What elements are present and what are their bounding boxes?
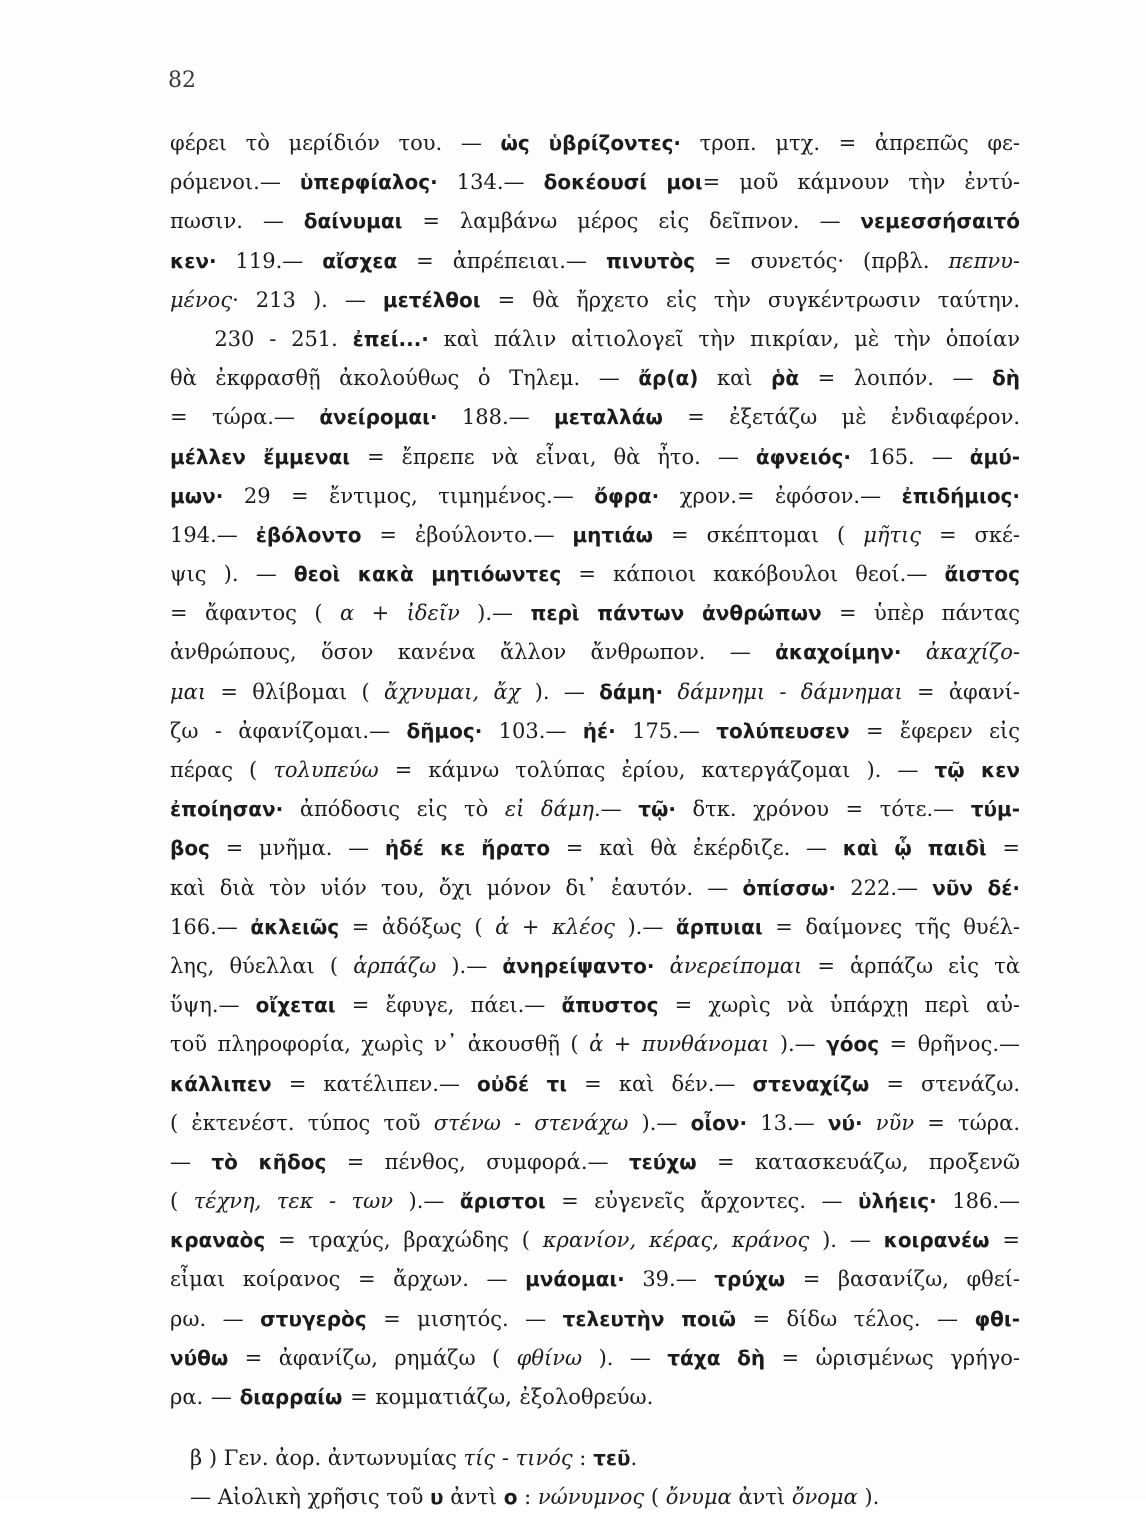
text-segment: = ὑπὲρ πάντας (821, 601, 1020, 626)
text-line (170, 1378, 1020, 1417)
headword: καὶ ᾧ παιδὶ (842, 836, 987, 861)
text-segment: ).— (769, 1032, 827, 1057)
text-segment: ἀπόδοσις εἰς τὸ (283, 797, 505, 822)
text-line (170, 751, 1020, 790)
text-segment: = θρῆνος.— (879, 1032, 1021, 1057)
text-segment: = ἀφανίζω, ρημάζω ( (228, 1345, 517, 1370)
text-segment: ).— (436, 953, 503, 978)
headword: ἅρπυιαι (675, 914, 763, 939)
text-line (170, 986, 1020, 1025)
headword: βος (170, 836, 210, 861)
headword: μνάομαι· (525, 1267, 625, 1292)
text-segment: = λαμβάνω μέρος εἰς δεῖπνον. — (402, 209, 861, 234)
text-segment: 119.— (216, 248, 323, 273)
text-segment: β ) Γεν. ἀορ. ἀντωνυμίας (170, 1446, 464, 1471)
text-segment: ἀντὶ (731, 1485, 792, 1510)
text-segment: 39.— (624, 1267, 715, 1292)
text-line (170, 320, 1020, 359)
headword: κραναὸς (170, 1228, 266, 1253)
text-segment: ( (644, 1485, 666, 1510)
text-segment: .— (593, 797, 639, 822)
italic-term: πεπνυ- (948, 248, 1021, 273)
text-segment: = λοιπόν. — (799, 366, 993, 391)
italic-term: τολυπεύω (273, 758, 379, 782)
text-segment: χρον.= ἐφόσον.— (659, 483, 902, 508)
text-segment: 194.— (170, 522, 256, 547)
italic-term: στένω - στενάχω (433, 1110, 629, 1135)
italic-term: μῆτις (863, 522, 922, 547)
italic-term: νῦν (875, 1110, 915, 1135)
text-segment: καὶ (698, 366, 772, 391)
text-line (170, 1182, 1020, 1221)
text-segment: = ἀπρέπειαι.— (397, 248, 606, 273)
text-line (170, 516, 1020, 555)
text-line (170, 712, 1020, 751)
headword: ἠέ· (582, 718, 616, 743)
text-segment: = καὶ δέν.— (567, 1071, 753, 1096)
text-segment: 230 - 251. (170, 326, 353, 351)
text-line (170, 1025, 1020, 1064)
text-segment: θὰ ἐκφρασθῇ ἀκολούθως ὁ Τηλεμ. — (170, 366, 639, 391)
text-segment (863, 1111, 876, 1135)
headword: μεταλλάω (554, 405, 663, 430)
headword: ῥὰ (771, 366, 800, 391)
text-segment: ). — (582, 1345, 668, 1370)
text-segment: 13.— (747, 1110, 828, 1135)
text-segment: = ἔπρεπε νὰ εἶναι, θὰ ἦτο. — (350, 444, 756, 469)
headword: μετέλθοι (382, 287, 481, 312)
text-segment: ). (857, 1485, 880, 1510)
text-line (170, 829, 1020, 868)
text-segment: = σκέπτομαι ( (653, 522, 864, 547)
text-segment: = σκέ- (921, 522, 1020, 547)
text-segment: . (630, 1446, 638, 1471)
text-segment: ).— (393, 1189, 460, 1214)
text-segment: εἶμαι κοίρανος = ἄρχων. — (170, 1267, 526, 1292)
text-segment: — (170, 1149, 212, 1174)
italic-term: ἀ + κλέος (495, 914, 615, 939)
text-segment: τοῦ πληροφορία, χωρὶς ν᾽ ἀκουσθῇ ( (170, 1032, 590, 1057)
text-line (170, 398, 1020, 437)
headword: ἠδέ κε ἤρατο (384, 836, 551, 861)
italic-term: ἀκαχίζο- (925, 640, 1021, 665)
text-line (170, 1260, 1020, 1299)
text-segment (655, 954, 670, 978)
headword: περὶ πάντων ἀνθρώπων (530, 601, 822, 626)
headword: διαρραίω (239, 1385, 343, 1409)
text-segment: ( (170, 1189, 194, 1214)
text-segment: = (986, 836, 1021, 861)
headword: τῷ κεν (934, 758, 1020, 782)
italic-term: φθίνω (516, 1345, 583, 1370)
text-line (170, 438, 1020, 477)
text-segment: τροπ. μτχ. = ἀπρεπῶς φε- (681, 131, 1021, 155)
headword: τάχα δὴ (667, 1345, 766, 1370)
text-segment: πέρας ( (170, 758, 274, 782)
text-line (170, 555, 1020, 594)
text-line (170, 1104, 1020, 1143)
text-segment: = θλίβομαι ( (206, 679, 385, 704)
text-segment: = κομματιάζω, ἐξολοθρεύω. (342, 1385, 654, 1409)
text-segment: = δίδω τέλος. — (735, 1306, 975, 1331)
headword: δοκέουσί μοι (543, 170, 703, 195)
text-segment: = ἔφερεν εἰς (849, 718, 1020, 743)
italic-term: τέχνη, τεκ - των (193, 1189, 394, 1214)
text-segment: = μοῦ κάμνουν τὴν ἐντύ- (702, 170, 1020, 195)
headword: νύθω (170, 1345, 229, 1370)
headword: τῷ· (638, 797, 676, 822)
text-segment: ρω. — (170, 1306, 261, 1331)
text-segment: = ὡρισμένως γρήγο- (765, 1345, 1020, 1370)
text-segment: = κάμνω τολύπας ἐρίου, κατεργάζομαι ). — (378, 758, 935, 782)
text-segment: = χωρὶς νὰ ὑπάρχῃ περὶ αὐ- (658, 993, 1020, 1018)
text-segment: 222.— (836, 875, 933, 900)
italic-term: ἀ + πυνθάνομαι (589, 1032, 770, 1057)
text-segment: = ἐβούλοντο.— (361, 522, 573, 547)
italic-term: ἄχνυμαι, ἄχ (384, 679, 521, 704)
text-line (170, 1065, 1020, 1104)
text-line (170, 477, 1020, 516)
text-segment: λης, θύελλαι ( (170, 953, 354, 978)
text-segment: ζω - ἀφανίζομαι.— (170, 718, 407, 743)
note-line (170, 1478, 1020, 1517)
text-segment (663, 680, 677, 704)
text-segment: = μνῆμα. — (209, 836, 385, 861)
text-segment: δτκ. χρόνου = τότε.— (675, 797, 971, 822)
italic-term: νώνυμνος (537, 1485, 645, 1510)
headword: ἐβόλοντο (255, 522, 362, 547)
headword: τεῦ (593, 1446, 631, 1471)
italic-term: εἰ δάμη (504, 797, 594, 822)
text-segment: = κατέλιπεν.— (271, 1071, 477, 1096)
italic-term: ὄνυμα (665, 1485, 732, 1510)
text-segment: = συνετός· (πρβλ. (695, 248, 949, 273)
headword: ἀκαχοίμην· (775, 640, 902, 665)
headword: οἴχεται (255, 993, 336, 1018)
italic-term: ἁρπάζω (353, 953, 437, 978)
note-line (170, 1439, 1020, 1478)
text-segment: = πένθος, συμφορά.— (326, 1149, 629, 1174)
headword: μων· (170, 483, 224, 508)
headword: θεοὶ κακὰ μητιόωντες (293, 562, 562, 587)
text-segment: = ἄφαντος ( (170, 601, 340, 626)
headword: ὑπερφίαλος· (299, 170, 438, 195)
italic-term: μαι (170, 679, 207, 704)
page-number: 82 (168, 68, 196, 93)
text-segment: = μισητός. — (366, 1306, 563, 1331)
text-segment: ψις ). — (170, 562, 294, 587)
headword: ἀνείρομαι· (319, 405, 438, 430)
text-segment: = τραχύς, βραχώδης ( (265, 1228, 543, 1253)
text-segment: ὕψη.— (170, 993, 256, 1018)
text-segment: = εὐγενεῖς ἄρχοντες. — (545, 1189, 858, 1214)
text-line (170, 1339, 1020, 1378)
text-segment: 29 = ἔντιμος, τιμημένος.— (223, 483, 595, 508)
text-segment: 165. — (850, 444, 970, 469)
headword: ἀφνειός· (755, 444, 851, 469)
headword: νεμεσσήσαιτό (860, 209, 1020, 234)
headword: ὡς ὑβρίζοντες· (500, 131, 682, 155)
headword: ἄπυστος (561, 993, 659, 1018)
headword: ἀκλειῶς (250, 914, 340, 939)
headword: μέλλεν ἔμμεναι (170, 444, 351, 469)
text-segment: — Αἰολικὴ χρῆσις τοῦ (170, 1485, 431, 1510)
text-line (170, 633, 1020, 672)
text-segment: ).— (614, 914, 676, 939)
text-line (170, 869, 1020, 908)
text-segment: : (572, 1446, 594, 1471)
headword: ἄριστοι (459, 1189, 546, 1214)
italic-term: τίς - τινός (463, 1446, 573, 1471)
text-line (170, 947, 1020, 986)
section-gap (170, 1417, 1020, 1439)
text-segment (901, 640, 925, 664)
headword: γόος (826, 1032, 880, 1057)
text-segment: = ἁρπάζω εἰς τὰ (802, 953, 1020, 978)
text-segment: καὶ διὰ τὸν υἱόν του, ὄχι μόνον δι᾽ ἑαυτόν. — (170, 875, 743, 900)
italic-term: δάμνημι - δάμνημαι (677, 679, 903, 704)
headword: ἀμύ- (969, 444, 1020, 469)
headword: δὴ (992, 366, 1020, 391)
text-segment: 103.— (482, 718, 583, 743)
text-line (170, 281, 1020, 320)
text-segment: 134.— (437, 170, 544, 195)
text-segment: φέρει τὸ μερίδιόν του. — (170, 131, 501, 155)
text-segment: = ἐξετάζω μὲ ἐνδιαφέρον. (662, 405, 1021, 430)
text-segment: ἀντὶ (443, 1485, 504, 1510)
headword: τρύχω (714, 1267, 786, 1292)
text-segment: = στενάζω. (869, 1071, 1020, 1096)
headword: δάμη· (599, 679, 664, 704)
headword: υ (430, 1485, 444, 1510)
text-segment: 166.— (170, 914, 251, 939)
headword: νῦν δέ· (932, 875, 1021, 900)
italic-term: μένος (170, 287, 233, 312)
italic-term: ἀνερείπομαι (669, 953, 803, 978)
headword: τὸ κῆδος (211, 1149, 327, 1174)
text-line (170, 1300, 1020, 1339)
text-segment: ( ἐκτενέστ. τύπος τοῦ (170, 1110, 434, 1135)
headword: μητιάω (572, 522, 654, 547)
text-segment: = ἔφυγε, πάει.— (335, 993, 562, 1018)
text-segment: : (517, 1485, 538, 1510)
headword: στυγερὸς (260, 1306, 367, 1331)
text-line (170, 242, 1020, 281)
headword: δῆμος· (406, 718, 483, 743)
headword: νύ· (827, 1110, 863, 1135)
text-segment: = τώρα.— (170, 405, 320, 430)
text-segment: 188.— (437, 405, 555, 430)
headword: ἐπιδήμιος· (901, 483, 1021, 508)
headword: κάλλιπεν (170, 1071, 272, 1096)
text-segment: = (989, 1228, 1020, 1253)
commentary-text (170, 124, 1020, 1517)
headword: δαίνυμαι (303, 209, 403, 234)
text-line (170, 202, 1020, 241)
headword: φθι- (974, 1306, 1021, 1331)
text-line (170, 673, 1020, 712)
italic-term: κρανίον, κέρας, κράνος (542, 1228, 810, 1253)
headword: ὄφρα· (594, 483, 660, 508)
headword: οἶον· (690, 1110, 748, 1135)
text-segment: 175.— (615, 718, 717, 743)
text-segment: = καὶ θὰ ἐκέρδιζε. — (550, 836, 843, 861)
text-line (170, 594, 1020, 633)
text-segment: ἀνθρώπους, ὅσον κανένα ἄλλον ἄνθρωπον. — (170, 640, 776, 665)
text-segment: = βασανίζω, φθεί- (785, 1267, 1021, 1292)
headword: κοιρανέω (883, 1228, 990, 1253)
text-segment: = ἀδόξως ( (339, 914, 496, 939)
text-line (170, 163, 1020, 202)
headword: ὀπίσσω· (742, 875, 837, 900)
text-segment: ρα. — (170, 1385, 240, 1409)
text-segment: = ἀφανί- (902, 679, 1021, 704)
text-segment: πωσιν. — (170, 209, 304, 234)
headword: ἄιστος (944, 562, 1020, 587)
headword: ο (503, 1485, 518, 1510)
text-segment: ). — (809, 1228, 884, 1253)
headword: πινυτὸς (605, 248, 696, 273)
headword: τεύχω (628, 1149, 697, 1174)
text-line (170, 124, 1020, 163)
text-line (170, 1143, 1020, 1182)
headword: ὑλήεις· (857, 1189, 937, 1214)
italic-term: α + ἰδεῖν (339, 601, 460, 626)
headword: τύμ- (970, 797, 1020, 822)
text-segment: ).— (628, 1110, 691, 1135)
text-line (170, 1221, 1020, 1260)
text-segment: · 213 ). — (232, 287, 383, 312)
headword: αἴσχεα (322, 248, 398, 273)
headword: τελευτὴν ποιῶ (562, 1306, 736, 1331)
text-segment: = κάποιοι κακόβουλοι θεοί.— (561, 562, 945, 587)
headword: ἀνηρείψαντο· (502, 953, 655, 978)
text-segment: = τώρα. (914, 1110, 1021, 1135)
text-line (170, 908, 1020, 947)
headword: στεναχίζω (752, 1071, 870, 1096)
text-segment: ρόμενοι.— (170, 170, 300, 195)
headword: κεν· (170, 248, 217, 273)
headword: οὐδέ τι (476, 1071, 568, 1096)
headword: ἐπεί...· (352, 326, 429, 351)
text-line (170, 359, 1020, 398)
text-line (170, 790, 1020, 829)
text-segment: 186.— (936, 1189, 1020, 1214)
headword: ἄρ(α) (638, 366, 699, 391)
text-segment: ). — (520, 679, 600, 704)
text-segment: = δαίμονες τῆς θυέλ- (762, 914, 1020, 939)
text-segment: = κατασκευάζω, προξενῶ (696, 1149, 1020, 1174)
italic-term: ὄνομα (791, 1485, 858, 1510)
headword: ἐποίησαν· (170, 797, 284, 822)
text-segment: καὶ πάλιν αἰτιολογεῖ τὴν πικρίαν, μὲ τὴν ὁποίαν (428, 326, 1020, 351)
text-segment: ).— (459, 601, 531, 626)
text-segment: = θὰ ἤρχετο εἰς τὴν συγκέντρωσιν ταύτην. (480, 287, 1020, 312)
headword: τολύπευσεν (716, 718, 850, 743)
